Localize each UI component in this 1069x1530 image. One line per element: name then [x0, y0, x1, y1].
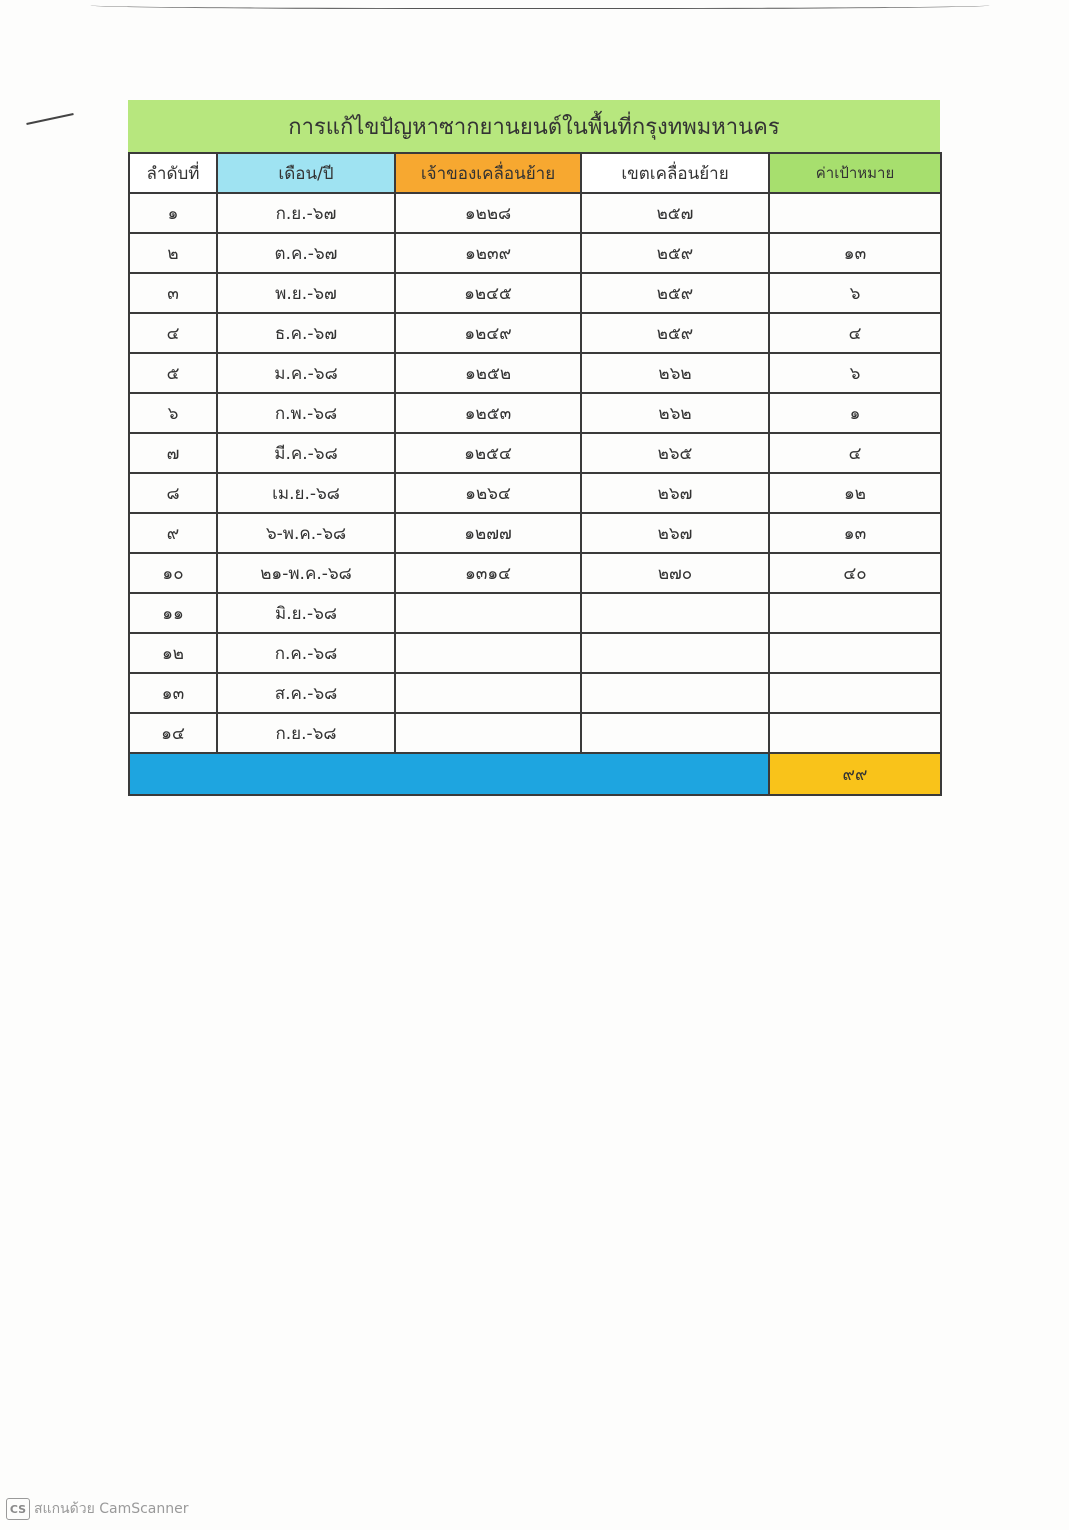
page-top-edge [90, 0, 990, 9]
cell-district: ๒๕๙ [581, 233, 769, 273]
cell-month: ๒๑-พ.ค.-๖๘ [217, 553, 395, 593]
cell-district: ๒๕๙ [581, 313, 769, 353]
camscanner-icon: CS [6, 1498, 30, 1520]
cell-district: ๒๗๐ [581, 553, 769, 593]
cell-month: ก.ย.-๖๘ [217, 713, 395, 753]
cell-owner: ๑๓๑๔ [395, 553, 581, 593]
header-row [129, 153, 941, 193]
cell-owner: ๑๒๒๘ [395, 193, 581, 233]
cell-target: ๔ [769, 313, 941, 353]
total-target: ๙๙ [769, 753, 941, 795]
table-row [129, 233, 941, 273]
camscanner-watermark [6, 1498, 189, 1520]
table-row [129, 193, 941, 233]
table-row [129, 713, 941, 753]
table-row [129, 673, 941, 713]
cell-no: ๔ [129, 313, 217, 353]
cell-no: ๑๔ [129, 713, 217, 753]
cell-district [581, 713, 769, 753]
cell-target: ๖ [769, 273, 941, 313]
cell-no: ๓ [129, 273, 217, 313]
cell-district: ๒๖๒ [581, 393, 769, 433]
cell-owner: ๑๒๕๓ [395, 393, 581, 433]
cell-target: ๖ [769, 353, 941, 393]
cell-month: ส.ค.-๖๘ [217, 673, 395, 713]
cell-month: ๖-พ.ค.-๖๘ [217, 513, 395, 553]
cell-no: ๑๒ [129, 633, 217, 673]
cell-owner [395, 633, 581, 673]
cell-no: ๑๓ [129, 673, 217, 713]
total-row [129, 753, 941, 795]
cell-target: ๔๐ [769, 553, 941, 593]
cell-month: ธ.ค.-๖๗ [217, 313, 395, 353]
table-row [129, 273, 941, 313]
cell-district: ๒๕๗ [581, 193, 769, 233]
table-row [129, 513, 941, 553]
cell-no: ๗ [129, 433, 217, 473]
cell-owner [395, 593, 581, 633]
cell-month: มี.ค.-๖๘ [217, 433, 395, 473]
table-row [129, 593, 941, 633]
cell-district [581, 593, 769, 633]
cell-target: ๑๓ [769, 233, 941, 273]
cell-target [769, 713, 941, 753]
cell-owner: ๑๒๔๙ [395, 313, 581, 353]
cell-target: ๑ [769, 393, 941, 433]
header-no: ลำดับที่ [129, 153, 217, 193]
cell-district: ๒๖๗ [581, 513, 769, 553]
cell-district: ๒๖๗ [581, 473, 769, 513]
cell-no: ๑๐ [129, 553, 217, 593]
cell-month: ก.ย.-๖๗ [217, 193, 395, 233]
cell-owner: ๑๒๗๗ [395, 513, 581, 553]
cell-month: มิ.ย.-๖๘ [217, 593, 395, 633]
table-row [129, 313, 941, 353]
cell-owner: ๑๒๔๕ [395, 273, 581, 313]
table-row [129, 433, 941, 473]
pen-mark [26, 113, 73, 125]
cell-no: ๙ [129, 513, 217, 553]
cell-owner [395, 713, 581, 753]
header-owner: เจ้าของเคลื่อนย้าย [395, 153, 581, 193]
cell-month: เม.ย.-๖๘ [217, 473, 395, 513]
cell-target [769, 633, 941, 673]
cell-target [769, 193, 941, 233]
header-district: เขตเคลื่อนย้าย [581, 153, 769, 193]
total-label-cell [129, 753, 769, 795]
cell-owner: ๑๒๓๙ [395, 233, 581, 273]
cell-month: ก.ค.-๖๘ [217, 633, 395, 673]
cell-month: ต.ค.-๖๗ [217, 233, 395, 273]
cell-target [769, 593, 941, 633]
header-month: เดือน/ปี [217, 153, 395, 193]
cell-no: ๖ [129, 393, 217, 433]
cell-owner: ๑๒๕๒ [395, 353, 581, 393]
cell-owner: ๑๒๖๔ [395, 473, 581, 513]
cell-no: ๑ [129, 193, 217, 233]
cell-target: ๑๒ [769, 473, 941, 513]
table-row [129, 633, 941, 673]
cell-district: ๒๖๕ [581, 433, 769, 473]
cell-owner: ๑๒๕๔ [395, 433, 581, 473]
cell-target [769, 673, 941, 713]
cell-target: ๑๓ [769, 513, 941, 553]
vehicle-wreck-table [128, 152, 942, 796]
table-row [129, 553, 941, 593]
cell-no: ๕ [129, 353, 217, 393]
cell-month: ม.ค.-๖๘ [217, 353, 395, 393]
cell-no: ๑๑ [129, 593, 217, 633]
cell-district: ๒๕๙ [581, 273, 769, 313]
table-row [129, 473, 941, 513]
sheet-title: การแก้ไขปัญหาซากยานยนต์ในพื้นที่กรุงทพมหานคร [128, 100, 940, 152]
table-row [129, 393, 941, 433]
cell-no: ๒ [129, 233, 217, 273]
table-row [129, 353, 941, 393]
watermark-text: สแกนด้วย CamScanner [34, 1501, 189, 1517]
cell-district [581, 673, 769, 713]
cell-no: ๘ [129, 473, 217, 513]
cell-month: พ.ย.-๖๗ [217, 273, 395, 313]
cell-district: ๒๖๒ [581, 353, 769, 393]
cell-target: ๔ [769, 433, 941, 473]
data-sheet [128, 100, 940, 796]
cell-month: ก.พ.-๖๘ [217, 393, 395, 433]
cell-owner [395, 673, 581, 713]
header-target: ค่าเป้าหมาย [769, 153, 941, 193]
cell-district [581, 633, 769, 673]
